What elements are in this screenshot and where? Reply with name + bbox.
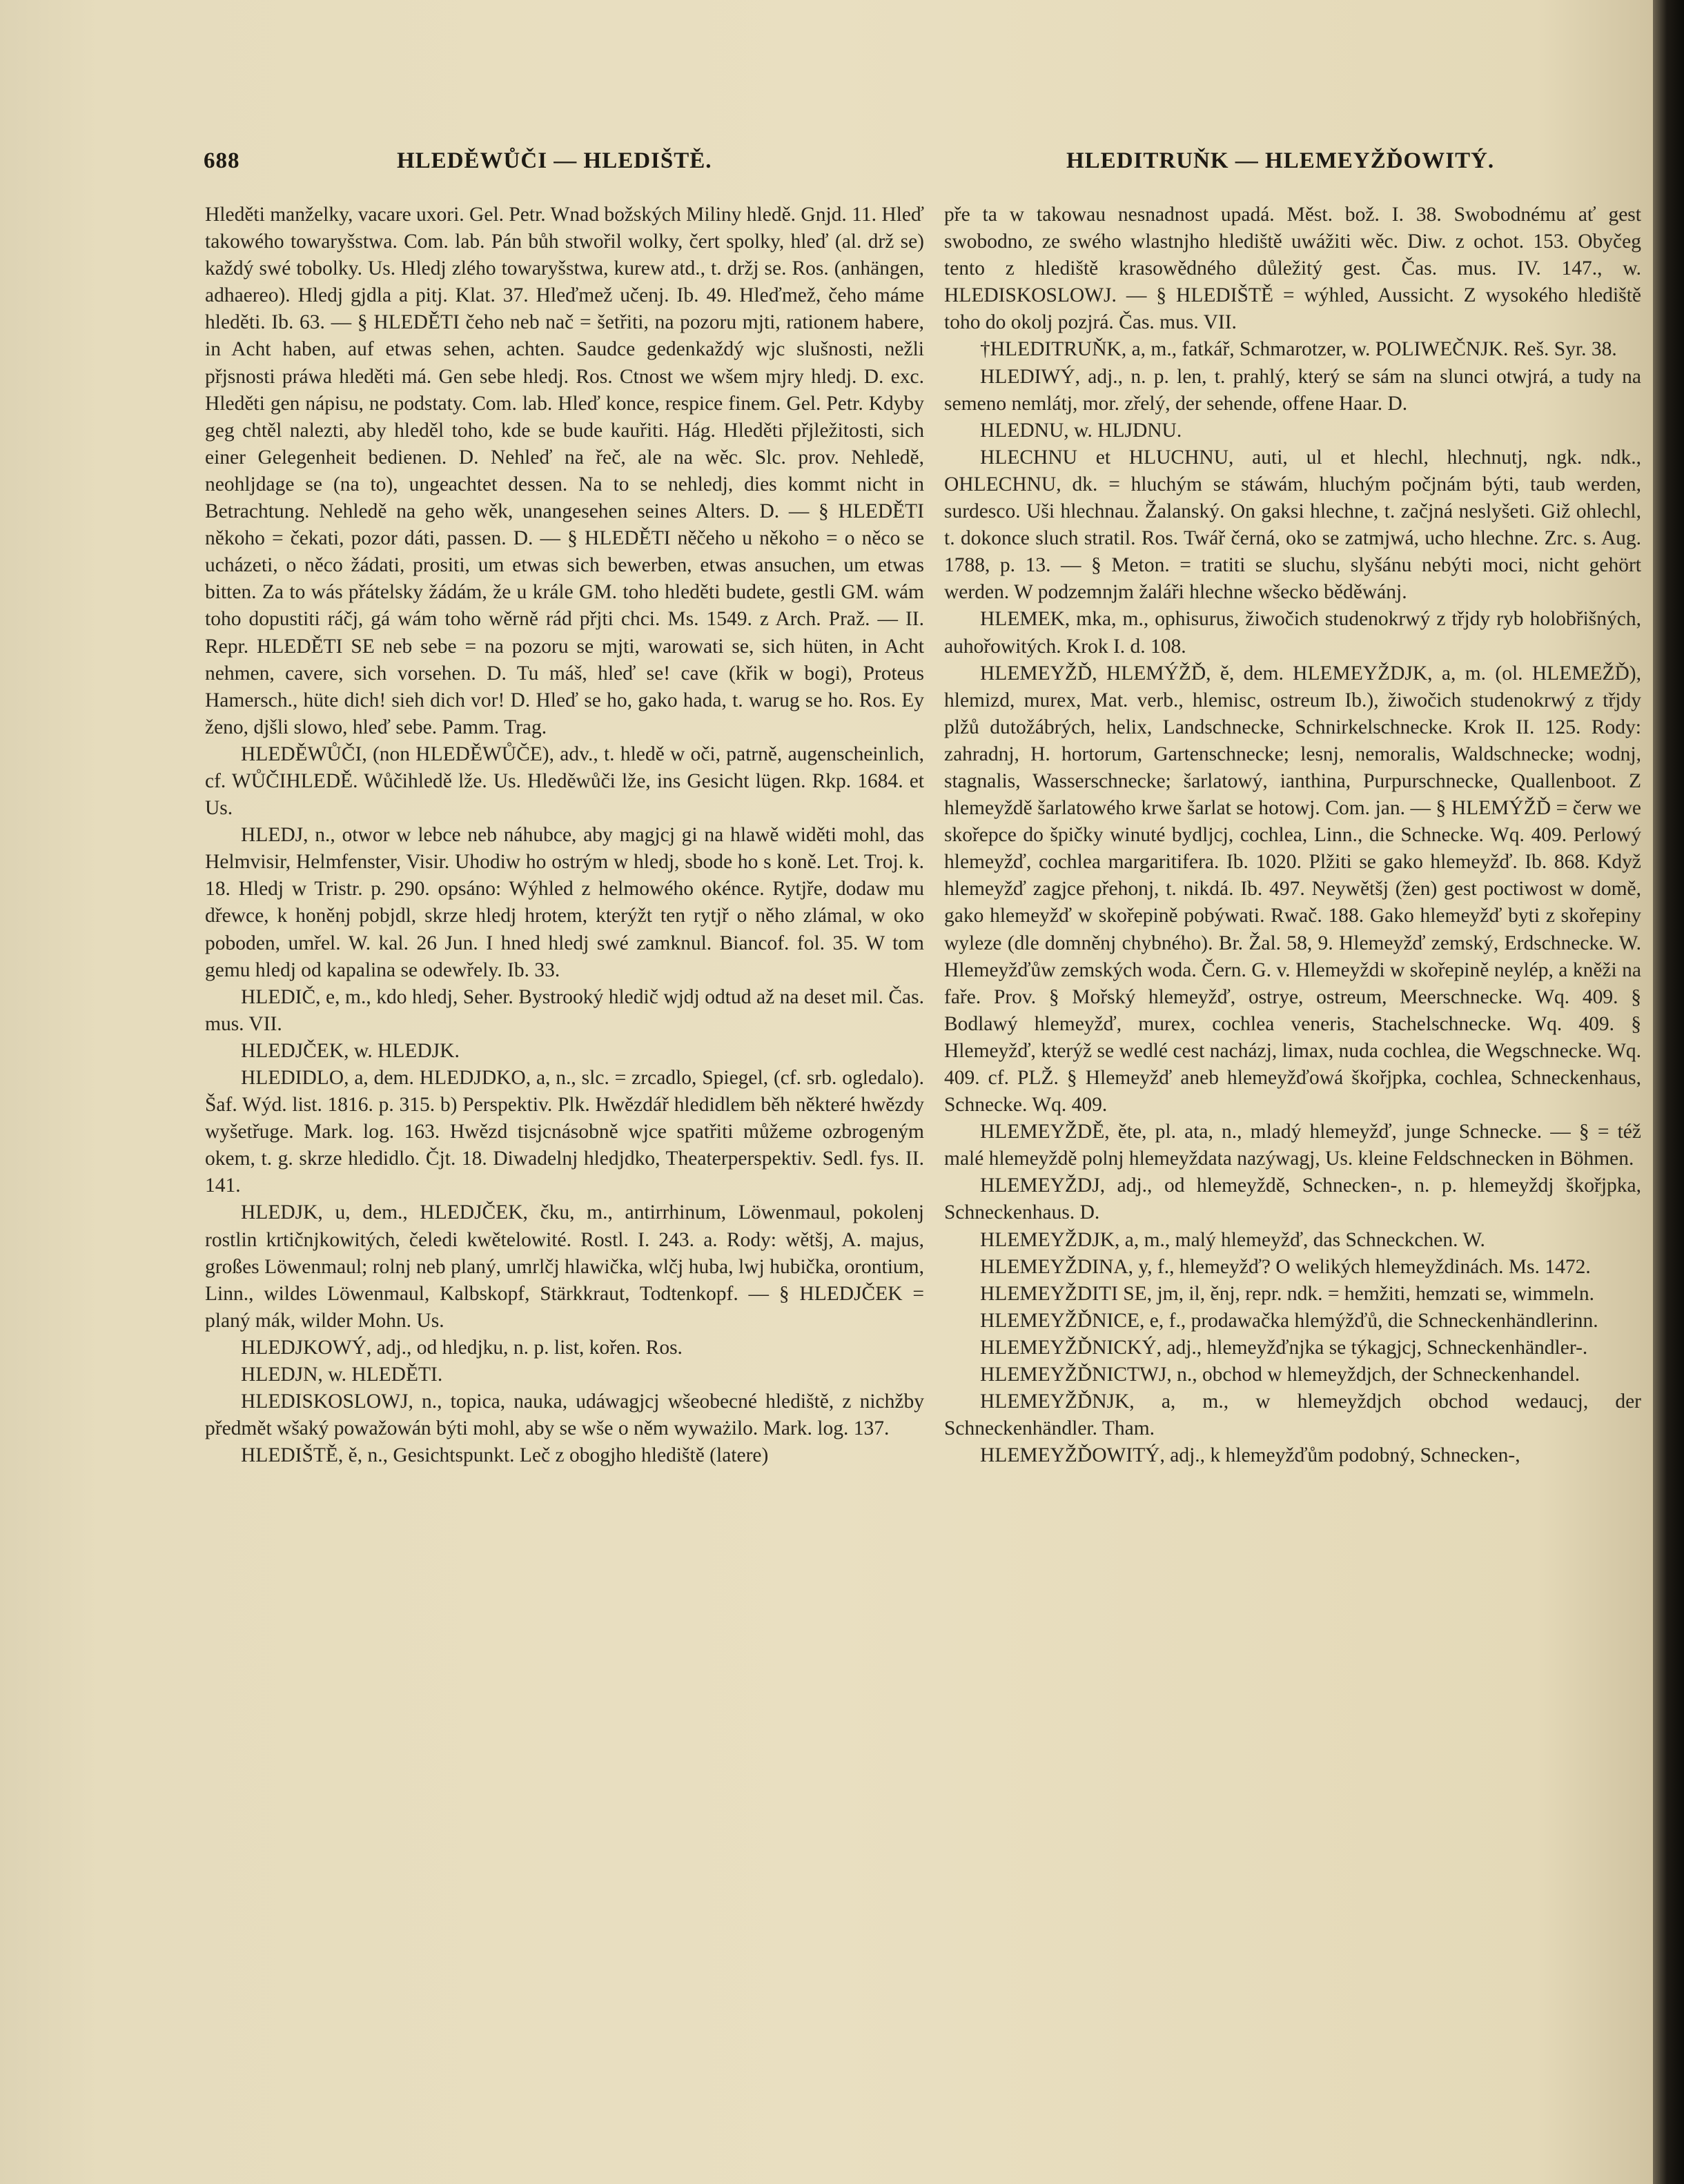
dictionary-entry: HLEDJČEK, w. HLEDJK.	[241, 1039, 460, 1062]
running-header	[204, 148, 1632, 183]
dictionary-entry: HLEDJK, u, dem., HLEDJČEK, čku, m., antirrhinum, Löwenmaul, pokolenj rostlin krtičnjkowitých, čeledi kwětelowité. Rostl. I. 243. a. Rody: wětšj, A. majus, großes Löwenmaul; rolnj neb planý, umrlčj hlawička, wlčj huba, lwj hubička, orontium, Linn., wildes Löwenmaul, Kalbskopf, Stärkkraut, Todtenkopf. — § HLEDJČEK = planý mák, wilder Mohn. Us.	[205, 1201, 924, 1332]
dictionary-entry: HLEDISKOSLOWJ, n., topica, nauka, udáwagjcj wšeobecné hlediště, z nichžby předmět wšaký powažowán býti mohl, aby se wše o něm wyważilo. Mark. log. 137.	[205, 1390, 924, 1440]
dictionary-entry: HLEMEYŽĎOWITÝ, adj., k hlemeyžďům podobný, Schnecken-,	[980, 1444, 1520, 1467]
dictionary-entry: HLEMEYŽĎ, HLEMÝŽĎ, ě, dem. HLEMEYŽDJK, a, m. (ol. HLEMEŽĎ), hlemizd, murex, Mat. verb., hlemisc, ostreum Ib.), žiwočich studenokrwý z třjdy plžů dutožábrých, helix, Landschnecke, Schnirkelschnecke. Krok II. 125. Rody: zahradnj, H. hortorum, Gartenschnecke; lesnj, nemoralis, Waldschnecke; wodnj, stagnalis, Wasserschnecke; šarlatowý, ianthina, Purpurschnecke, Quallenboot. Z hlemeyždě šarlatowého krwe šarlat se hotowj. Com. jan. — § HLEMÝŽĎ = čerw we skořepce do špičky winuté bydljcj, cochlea, Linn., die Schnecke. Wq. 409. Perlowý hlemeyžď, cochlea margaritifera. Ib. 1020. Plžiti se gako hlemeyžď. Ib. 868. Když hlemeyžď zagjce přehonj, t. nikdá. Ib. 497. Neywětšj (žen) gest poctiwost w domě, gako hlemeyžď w skořepině pobýwati. Rwač. 188. Gako hlemeyžď byti z skořepiny wyleze (dle domněnj chybného). Br. Žal. 58, 9. Hlemeyžď zemský, Erdschnecke. W. Hlemeyžďůw zemských woda. Čern. G. v. Hlemeyždi w skořepině neylép, a kněži na faře. Prov. § Mořský hlemeyžď, ostrye, ostreum, Meerschnecke. Wq. 409. § Bodlawý hlemeyžď, murex, cochlea veneris, Stachelschnecke. Wq. 409. § Hlemeyžď, kterýž se wedlé cest nacházj, limax, nuda cochlea, die Wegschnecke. Wq. 409. cf. PLŽ. § Hlemeyžď aneb hlemeyžďowá škořjpka, cochlea, Schneckenhaus, Schnecke. Wq. 409.	[944, 662, 1641, 1116]
dictionary-entry: HLEDNU, w. HLJDNU.	[980, 419, 1182, 442]
header-left-guideword: HLEDĚWŮČI — HLEDIŠTĚ.	[397, 148, 712, 173]
dictionary-entry: HLEDIDLO, a, dem. HLEDJDKO, a, n., slc. = zrcadlo, Spiegel, (cf. srb. ogledalo). Šaf. Wýd. list. 1816. p. 315. b) Perspektiv. Plk. Hwězdář hledidlem běh některé hwězdy wyšetřuge. Mark. log. 163. Hwězd tisjcnásobně wjce spatřiti můžeme ozbrogeným okem, t. g. skrze hledidlo. Čjt. 18. Diwadelnj hledjdko, Theaterperspektiv. Sedl. fys. II. 141.	[205, 1067, 924, 1197]
left-column	[205, 201, 924, 1469]
dictionary-entry: HLEDJ, n., otwor w lebce neb náhubce, aby magjcj gi na hlawě widěti mohl, das Helmvisir, Helmfenster, Visir. Uhodiw ho ostrým w hledj, sbode ho s koně. Let. Troj. k. 18. Hledj w Tristr. p. 290. opsáno: Wýhled z helmowého okénce. Rytjře, dodaw mu dřewce, k honěnj pobjdl, skrze hledj hrotem, kterýžt ten rytjř o něho zlámal, w oko poboden, umřel. W. kal. 26 Jun. I hned hledj swé zamknul. Biancof. fol. 35. W tom gemu hledj od kapalina se odewřely. Ib. 33.	[205, 824, 924, 981]
dictionary-entry: HLEMEYŽĎNICE, e, f., prodawačka hlemýžďů, die Schneckenhändlerinn.	[980, 1309, 1598, 1332]
dictionary-entry: HLEDIČ, e, m., kdo hledj, Seher. Bystrooký hledič wjdj odtud až na deset mil. Čas. mus. VII.	[205, 985, 924, 1035]
dictionary-entry: HLEDJN, w. HLEDĚTI.	[241, 1364, 443, 1386]
dictionary-entry: pře ta w takowau nesnadnost upadá. Měst. bož. I. 38. Swobodnému ať gest swobodno, ze swého wlastnjho hlediště uwážiti wěc. Diw. z ochot. 153. Obyčeg tento z hlediště krasowědného důležitý gest. Čas. mus. IV. 147., w. HLEDISKOSLOWJ. — § HLEDIŠTĚ = wýhled, Aussicht. Z wysokého hlediště toho do okolj pozjrá. Čas. mus. VII.	[944, 204, 1641, 334]
dictionary-entry: HLECHNU et HLUCHNU, auti, ul et hlechl, hlechnutj, ngk. ndk., OHLECHNU, dk. = hluchým se stáwám, hluchým počjnám býti, taub werden, surdesco. Uši hlechnau. Žalanský. On gaksi hlechne, t. začjná neslyšeti. Giž ohlechl, t. dokonce sluch stratil. Ros. Twář černá, oko se zatmjwá, ucho hlechne. Zrc. s. Aug. 1788, p. 13. — § Meton. = tratiti se sluchu, slyšánu nebýti moci, nicht gehört werden. W podzemnjm žaláři hlechne wšecko běděwánj.	[944, 446, 1641, 604]
dictionary-entry: HLEMEK, mka, m., ophisurus, žiwočich studenokrwý z třjdy ryb holobřišných, auhořowitých. Krok I. d. 108.	[944, 608, 1641, 658]
dictionary-entry: HLEMEYŽDITI SE, jm, il, ěnj, repr. ndk. = hemžiti, hemzati se, wimmeln.	[980, 1282, 1594, 1305]
dictionary-entry: †HLEDITRUŇK, a, m., fatkář, Schmarotzer, w. POLIWEČNJK. Reš. Syr. 38.	[980, 338, 1617, 361]
dictionary-entry: HLEMEYŽDINA, y, f., hlemeyžď? O welikých hlemeyždinách. Ms. 1472.	[980, 1255, 1591, 1278]
book-binding-edge	[1653, 0, 1684, 2184]
page-number: 688	[204, 148, 240, 173]
dictionary-entry: HLEDIWÝ, adj., n. p. len, t. prahlý, který se sám na slunci otwjrá, a tudy na semeno nemlátj, mor. zřelý, der sehende, offene Haar. D.	[944, 365, 1641, 415]
dictionary-entry: HLEMEYŽDĚ, ěte, pl. ata, n., mladý hlemeyžď, junge Schnecke. — § = též malé hlemeyždě polnj hlemeyždata nazýwagj, Us. kleine Feldschnecken in Böhmen.	[944, 1121, 1641, 1170]
dictionary-entry: HLEDIŠTĚ, ě, n., Gesichtspunkt. Leč z obogjho hlediště (latere)	[241, 1444, 769, 1467]
header-right-guideword: HLEDITRUŇK — HLEMEYŽĎOWITÝ.	[1066, 148, 1495, 173]
dictionary-entry: HLEMEYŽDJ, adj., od hlemeyždě, Schnecken-, n. p. hlemeyždj škořjpka, Schneckenhaus. D.	[944, 1174, 1641, 1224]
dictionary-entry: HLEMEYŽĎNICTWJ, n., obchod w hlemeyždjch, der Schneckenhandel.	[980, 1364, 1580, 1386]
dictionary-entry: HLEMEYŽĎNJK, a, m., w hlemeyždjch obchod wedaucj, der Schneckenhändler. Tham.	[944, 1390, 1641, 1440]
dictionary-entry: Hleděti manželky, vacare uxori. Gel. Petr. Wnad božských Miliny hledě. Gnjd. 11. Hleď takowého towaryšstwa. Com. lab. Pán bůh stwořil wolky, čert spolky, hleď (al. drž se) každý swé tobolky. Us. Hledj zlého towaryšstwa, kurew atd., t. držj se. Ros. (anhängen, adhaereo). Hledj gjdla a pitj. Klat. 37. Hleďmež učenj. Ib. 49. Hleďmež, čeho máme hleděti. Ib. 63. — § HLEDĚTI čeho neb nač = šetřiti, na pozoru mjti, rationem habere, in Acht haben, auf etwas sehen, achten. Saudce gedenkaždý wjc slušnosti, nežli přjsnosti práwa hleděti má. Gen sebe hledj. Ros. Ctnost we wšem mjry hledj. D. exc. Hleděti gen nápisu, ne podstaty. Com. lab. Hleď konce, respice finem. Gel. Petr. Kdyby geg chtěl nalezti, aby hleděl toho, kde se bude kauřiti. Hág. Hleděti přjležitosti, sich einer Gelegenheit bedienen. D. Nehleď na řeč, ale na wěc. Slc. prov. Nehledě, neohljdage se (na to), ungeachtet dessen. Na to se nehledj, dies kommt nicht in Betrachtung. Nehledě na geho wěk, unangesehen seines Alters. D. — § HLEDĚTI někoho = čekati, pozor dáti, passen. D. — § HLEDĚTI něčeho u někoho = o něco se ucházeti, o něco žádati, prositi, um etwas sich bewerben, etwas ansuchen, um etwas bitten. Za to wás přátelsky žádám, že u krále GM. toho hleděti budete, gestli GM. wám toho dopustiti ráčj, gá wám toho wěrně rád přjti chci. Ms. 1549. z Arch. Praž. — II. Repr. HLEDĚTI SE neb sebe = na pozoru se mjti, warowati se, sich hüten, in Acht nehmen, cavere, sich vorsehen. D. Tu máš, hleď se! cave (křik w bogi), Proteus Hamersch., hüte dich! sieh dich vor! D. Hleď se ho, gako hada, t. warug se ho. Ros. Ey ženo, djšli slowo, hleď sebe. Pamm. Trag.	[205, 204, 925, 738]
right-column	[944, 201, 1641, 1469]
dictionary-entry: HLEMEYŽDJK, a, m., malý hlemeyžď, das Schneckchen. W.	[980, 1228, 1485, 1251]
dictionary-entry: HLEDJKOWÝ, adj., od hledjku, n. p. list, kořen. Ros.	[241, 1336, 683, 1359]
dictionary-entry: HLEDĚWŮČI, (non HLEDĚWŮČE), adv., t. hledě w oči, patrně, augenscheinlich, cf. WŮČIHLEDĚ. Wůčihledě lže. Us. Hleděwůči lže, ins Gesicht lügen. Rkp. 1684. et Us.	[205, 742, 924, 820]
dictionary-entry: HLEMEYŽĎNICKÝ, adj., hlemeyžďnjka se týkagjcj, Schneckenhändler-.	[980, 1336, 1588, 1359]
